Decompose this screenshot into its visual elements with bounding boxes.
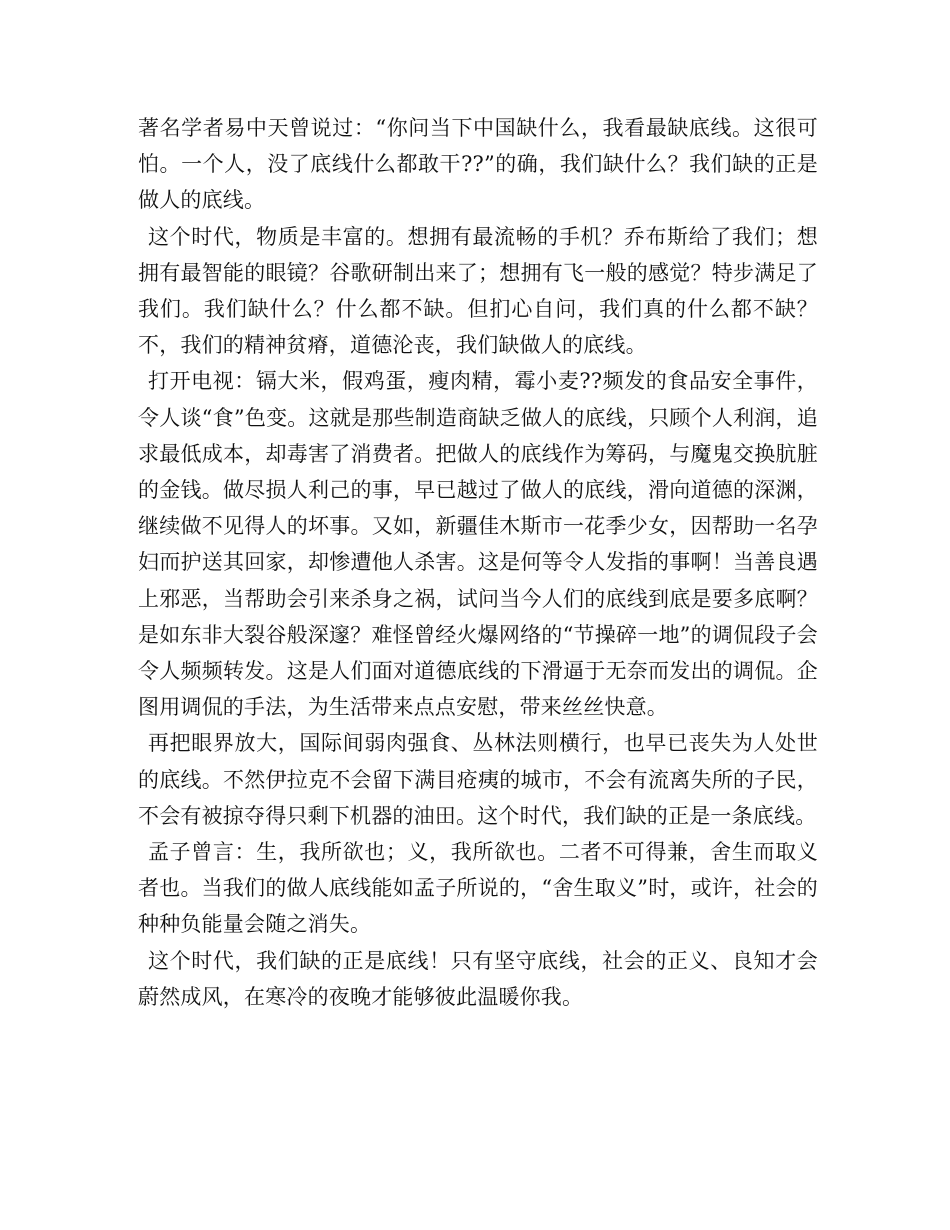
paragraph-5: 孟子曾言：生，我所欲也；义，我所欲也。二者不可得兼，舍生而取义者也。当我们的做人底线能如孟子所说的，“舍生取义”时，或许，社会的种种负能量会随之消失。: [138, 840, 818, 937]
paragraph-1: 著名学者易中天曾说过：“你问当下中国缺什么，我看最缺底线。这很可怕。一个人，没了底线什么都敢干??”的确，我们缺什么？我们缺的正是做人的底线。: [138, 116, 818, 213]
paragraph-2: 这个时代，物质是丰富的。想拥有最流畅的手机？乔布斯给了我们；想拥有最智能的眼镜？谷歌研制出来了；想拥有飞一般的感觉？特步满足了我们。我们缺什么？什么都不缺。但扪心自问，我们真的什么都不缺？不，我们的精神贫瘠，道德沦丧，我们缺做人的底线。: [138, 224, 818, 358]
paragraph-3: 打开电视：镉大米，假鸡蛋，瘦肉精，霉小麦??频发的食品安全事件，令人谈“食”色变。这就是那些制造商缺乏做人的底线，只顾个人利润，追求最低成本，却毒害了消费者。把做人的底线作为筹码，与魔鬼交换肮脏的金钱。做尽损人利己的事，早已越过了做人的底线，滑向道德的深渊，继续做不见得人的坏事。又如，新疆佳木斯市一花季少女，因帮助一名孕妇而护送其回家，却惨遭他人杀害。这是何等令人发指的事啊！当善良遇上邪恶，当帮助会引来杀身之祸，试问当今人们的底线到底是要多底啊？是如东非大裂谷般深邃？难怪曾经火爆网络的“节操碎一地”的调侃段子会令人频频转发。这是人们面对道德底线的下滑逼于无奈而发出的调侃。企图用调侃的手法，为生活带来点点安慰，带来丝丝快意。: [138, 369, 818, 720]
paragraph-6: 这个时代，我们缺的正是底线！只有坚守底线，社会的正义、良知才会蔚然成风，在寒冷的夜晚才能够彼此温暖你我。: [138, 948, 818, 1009]
essay-body: [138, 110, 818, 1015]
paragraph-4: 再把眼界放大，国际间弱肉强食、丛林法则横行，也早已丧失为人处世的底线。不然伊拉克不会留下满目疮痍的城市，不会有流离失所的子民，不会有被掠夺得只剩下机器的油田。这个时代，我们缺的正是一条底线。: [138, 731, 818, 828]
